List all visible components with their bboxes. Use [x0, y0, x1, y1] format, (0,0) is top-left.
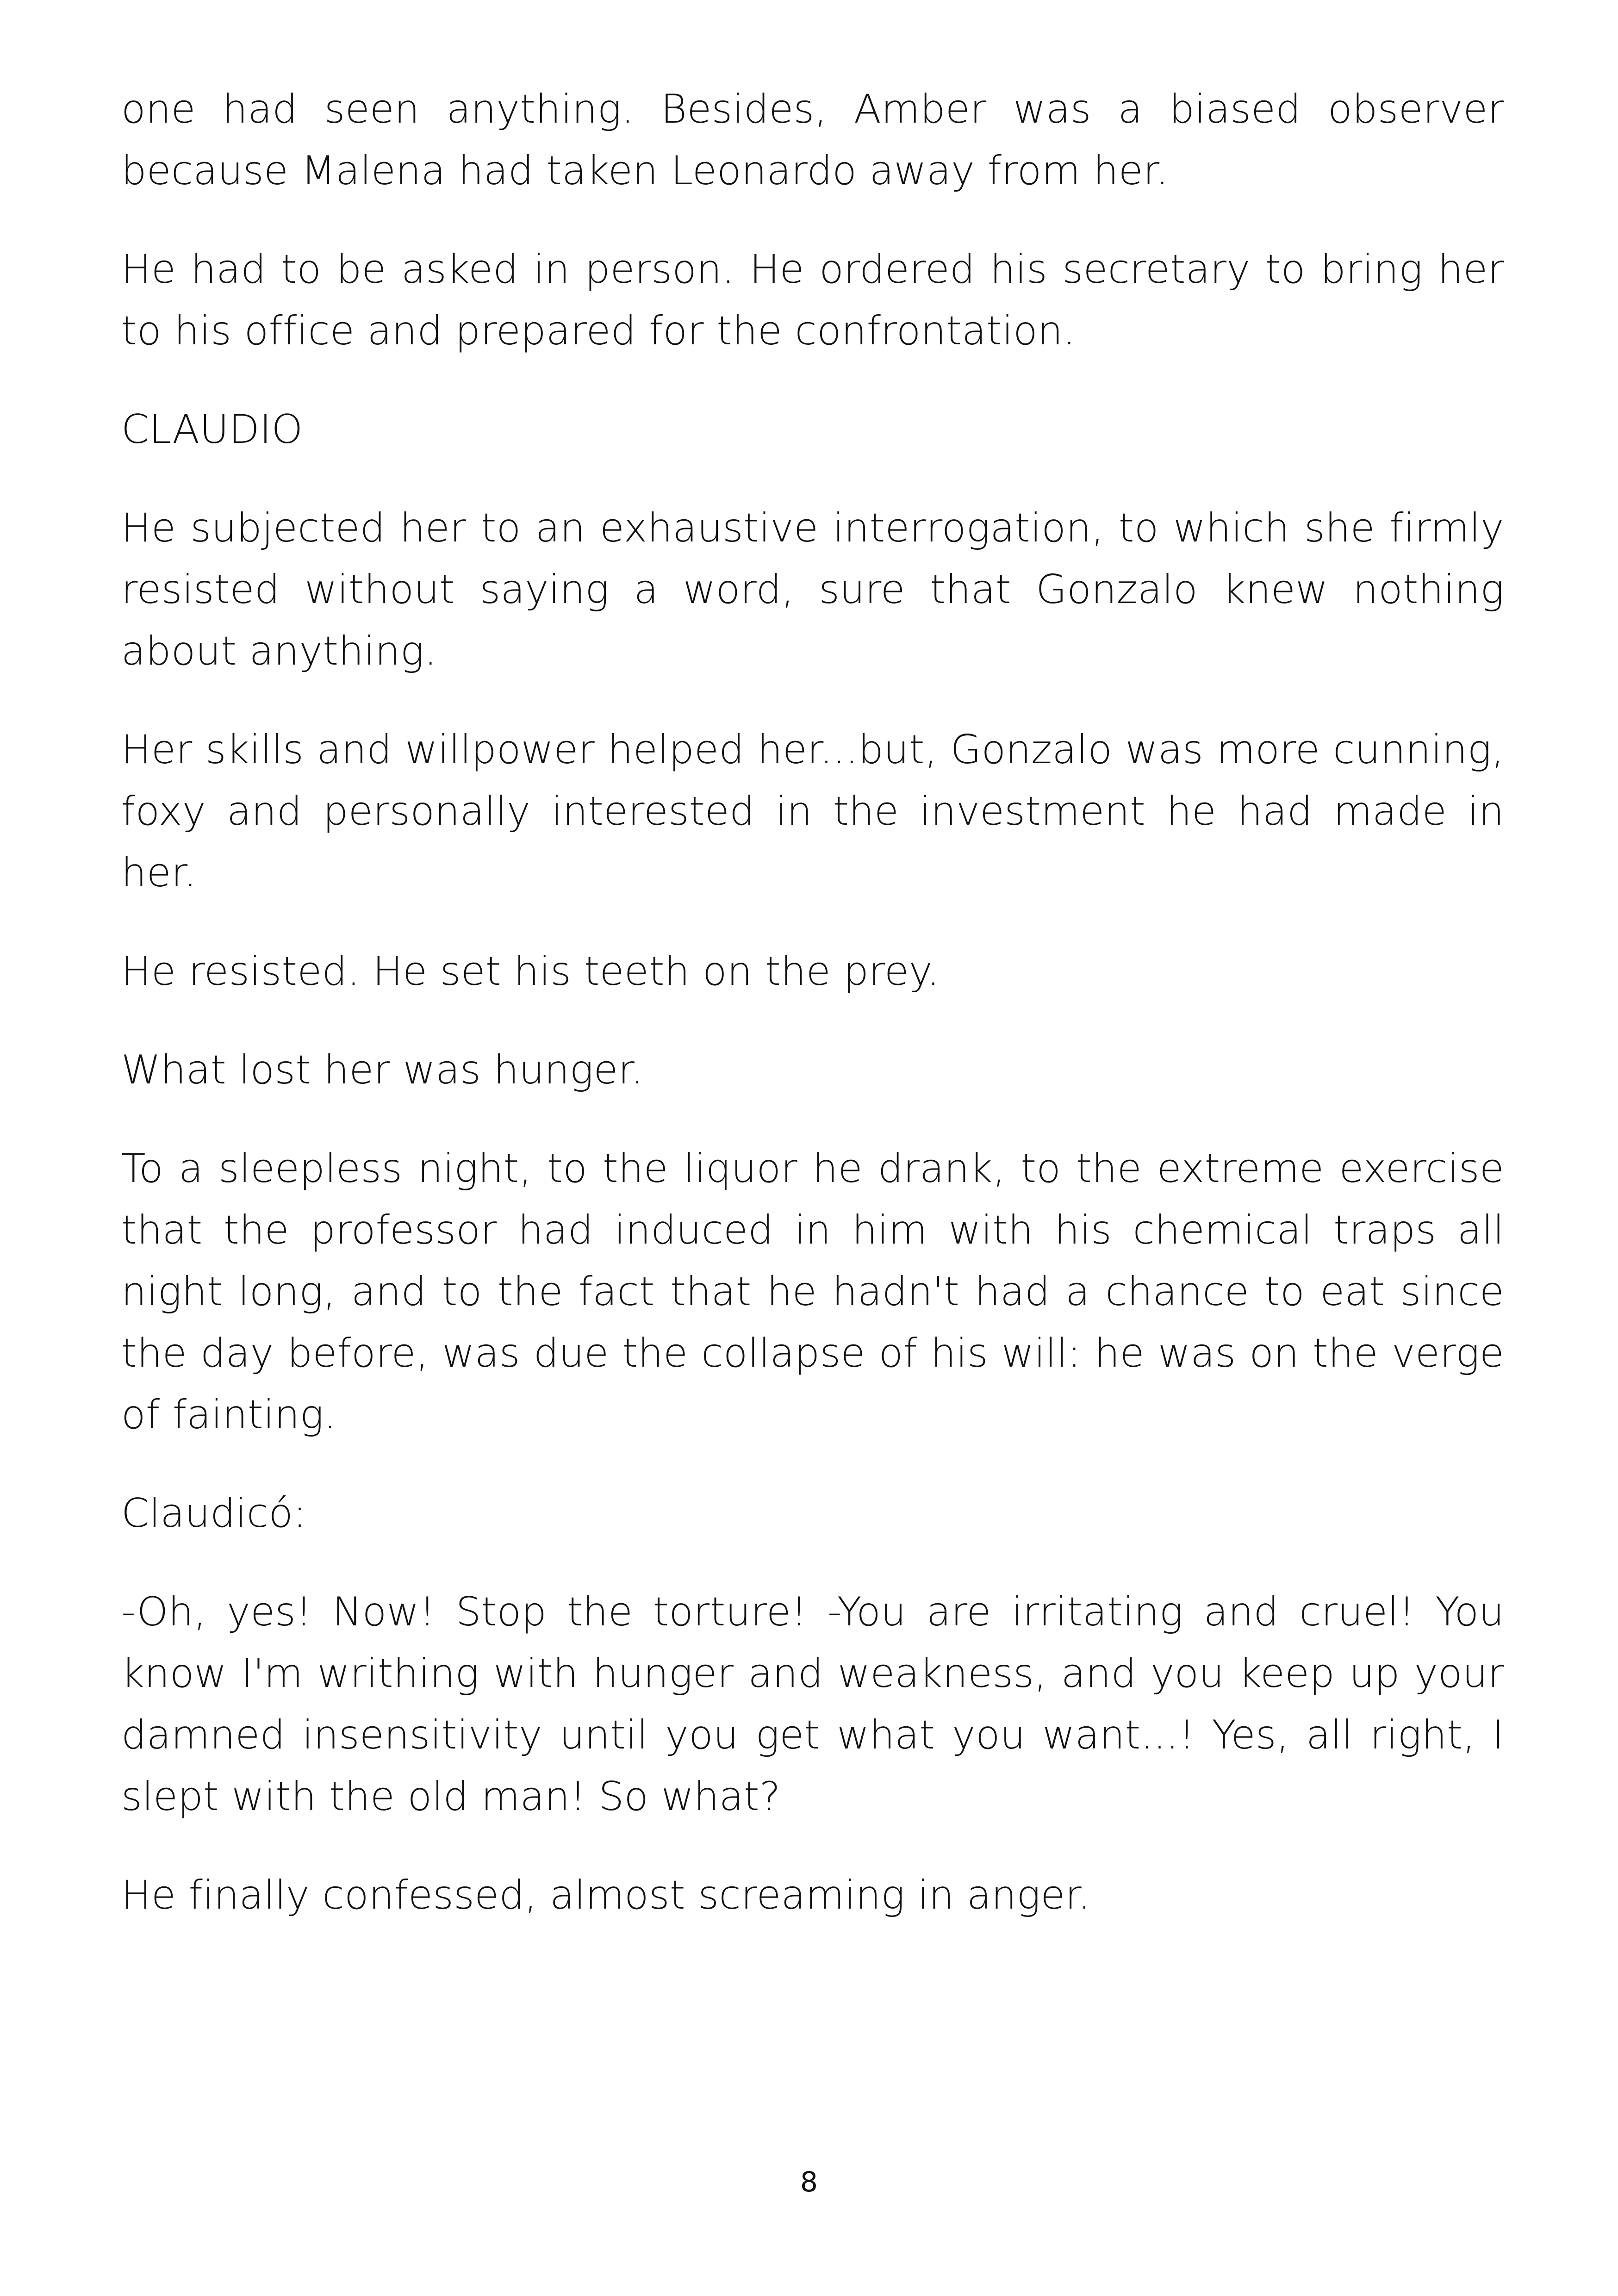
- paragraph: Her skills and willpower helped her...but, Gonzalo was more cunning, foxy and personally interested in the investment he had made in her.: [121, 727, 1504, 896]
- section-heading: CLAUDIO: [121, 406, 303, 453]
- paragraph: Claudicó:: [121, 1490, 307, 1537]
- paragraph: He had to be asked in person. He ordered his secretary to bring her to his office and prepared for the confrontation.: [121, 246, 1504, 354]
- body-text: [121, 79, 1504, 1963]
- paragraph: -Oh, yes! Now! Stop the torture! -You are irritating and cruel! You know I'm writhing with hunger and weakness, and you keep up your damned insensitivity until you get what you want...! Yes, all right, I slept with the old man! So what?: [121, 1589, 1504, 1820]
- paragraph: To a sleepless night, to the liquor he drank, to the extreme exercise that the professor had induced in him with his chemical traps all night long, and to the fact that he hadn't had a chance to eat since the day before, was due the collapse of his will: he was on the verge of fainting.: [121, 1145, 1504, 1438]
- paragraph: He subjected her to an exhaustive interrogation, to which she firmly resisted without saying a word, sure that Gonzalo knew nothing about anything.: [121, 505, 1504, 674]
- paragraph: What lost her was hunger.: [121, 1047, 644, 1093]
- paragraph: one had seen anything. Besides, Amber was a biased observer because Malena had taken Leonardo away from her.: [121, 86, 1504, 194]
- paragraph: He finally confessed, almost screaming in anger.: [121, 1872, 1091, 1918]
- paragraph: He resisted. He set his teeth on the prey.: [121, 948, 940, 995]
- page-number: 8: [800, 2166, 818, 2198]
